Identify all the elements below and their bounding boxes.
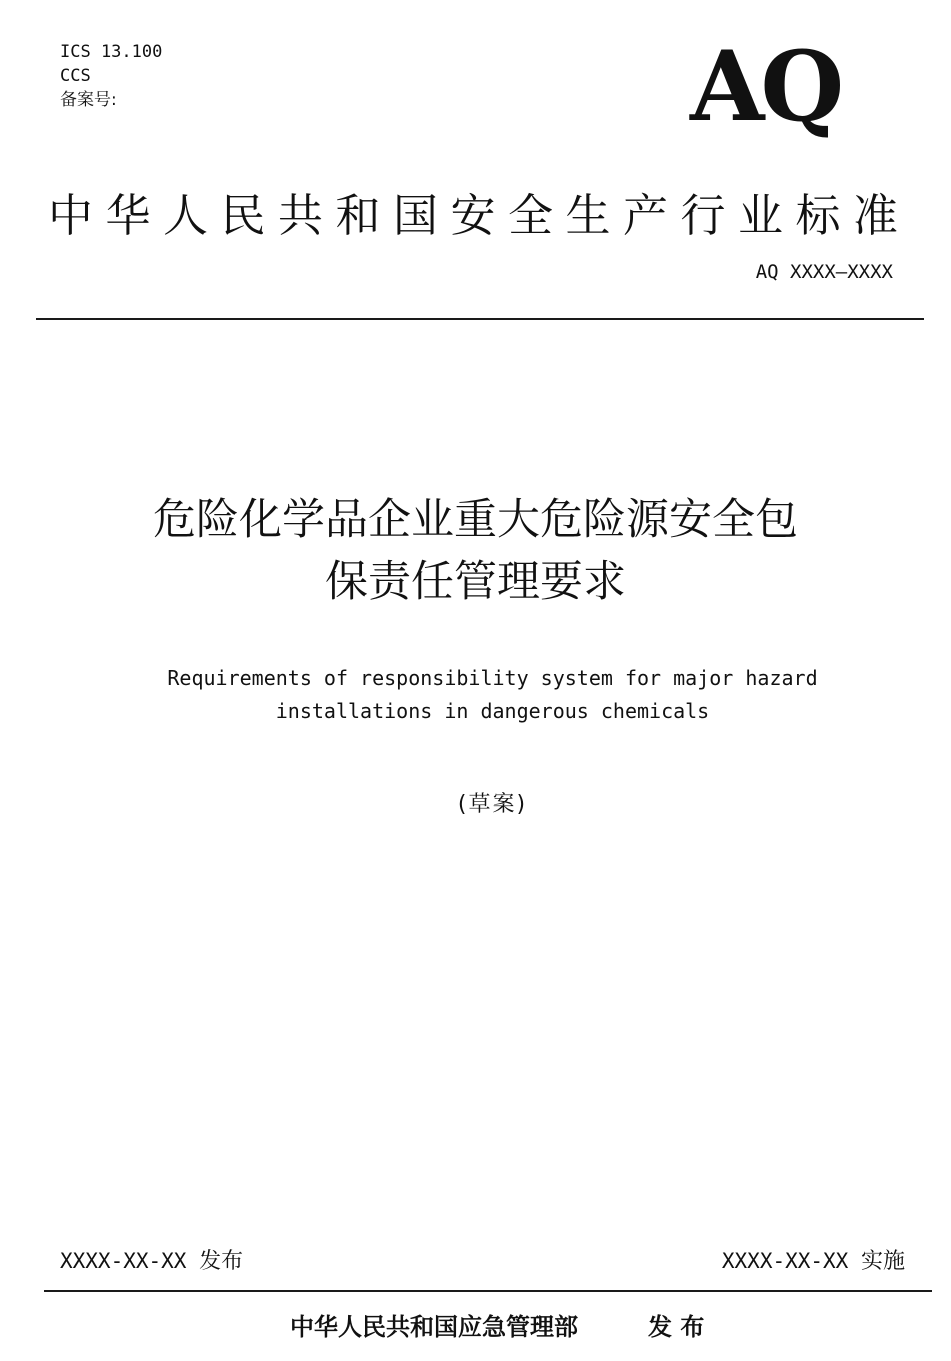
implement-date-block — [722, 1246, 905, 1277]
title-en-line2: installations in dangerous chemicals — [275, 699, 710, 723]
aq-logo: AQ — [690, 30, 841, 143]
implement-date: XXXX-XX-XX — [721, 1249, 849, 1273]
bottom-divider — [44, 1290, 932, 1292]
publish-date: XXXX-XX-XX — [60, 1249, 187, 1273]
draft-status: (草案) — [457, 792, 528, 817]
issuer-name: 中华人民共和国应急管理部 — [290, 1313, 578, 1341]
title-cn-line1: 危险化学品企业重大危险源安全包 — [153, 495, 798, 545]
publish-date-block — [60, 1246, 243, 1277]
top-divider — [36, 318, 924, 320]
title-cn-line2: 保责任管理要求 — [325, 557, 626, 607]
publish-label: 发布 — [199, 1249, 244, 1274]
ics-number: ICS 13.100 — [60, 42, 163, 62]
ccs-label: CCS — [60, 66, 91, 86]
issuer-action: 发 布 — [648, 1313, 705, 1341]
record-number-label: 备案号: — [60, 90, 117, 110]
standard-code: AQ XXXX—XXXX — [755, 261, 893, 283]
implement-label: 实施 — [860, 1249, 905, 1274]
standard-category-title: 中华人民共和国安全生产行业标准 — [48, 189, 911, 242]
title-en-line1: Requirements of responsibility system for major hazard — [167, 666, 818, 690]
